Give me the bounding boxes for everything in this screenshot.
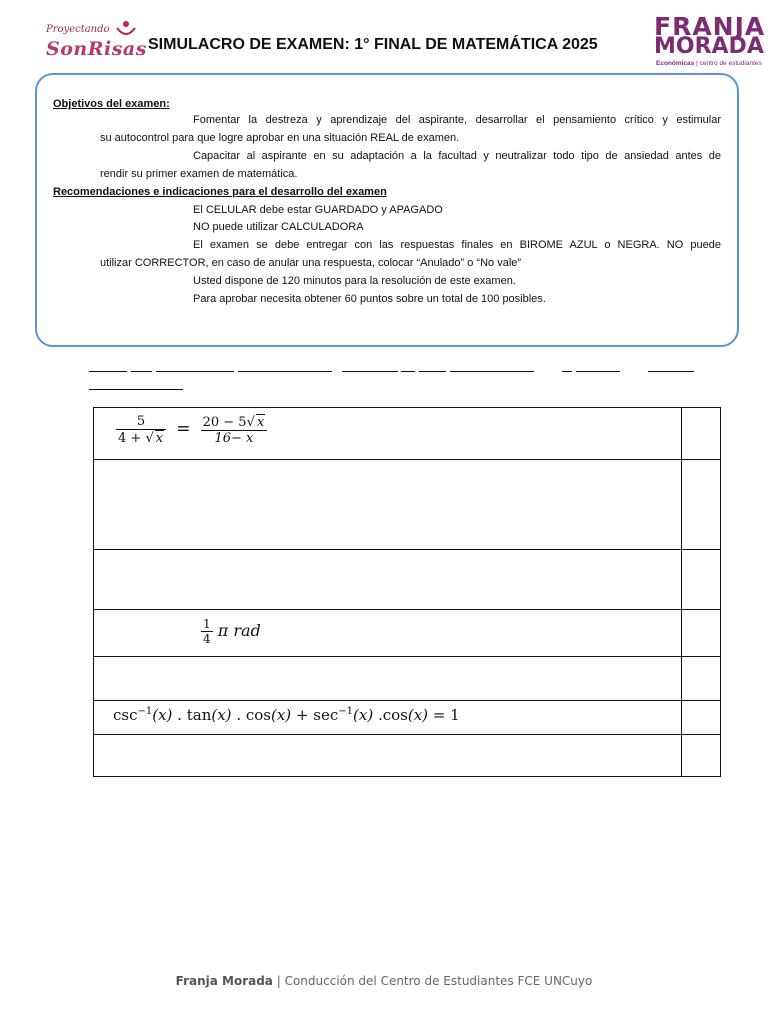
score-column-divider xyxy=(681,408,682,776)
logo-right-line2: MORADA xyxy=(654,34,764,59)
cos-fn: cos xyxy=(245,706,271,724)
sec-fn: sec xyxy=(313,706,339,724)
recommendation-1: El CELULAR debe estar GUARDADO y APAGADO xyxy=(193,204,443,216)
rhs-num-term: 20 − 5 xyxy=(202,415,247,430)
logo-right-line1: FRANJA xyxy=(654,12,766,41)
sqrt-symbol: √ xyxy=(145,431,154,446)
footer-separator: | xyxy=(272,974,285,988)
csc-fn: csc xyxy=(113,706,138,724)
page-footer xyxy=(0,974,768,988)
rhs-radicand: x xyxy=(256,415,265,430)
rhs-denominator: 16− x xyxy=(201,430,268,446)
recommendation-3-line-1: El examen se debe entregar con las respuestas finales en BIROME AZUL o NEGRA. NO puede xyxy=(193,239,721,251)
blank-line xyxy=(342,371,398,372)
csc-arg: (x) xyxy=(152,706,173,724)
blank-line xyxy=(156,371,234,372)
exercise-angle xyxy=(201,617,261,646)
angle-numerator: 1 xyxy=(203,617,211,631)
blank-line xyxy=(131,371,152,372)
logo-left-bottom-text: SonRisas xyxy=(46,38,147,60)
exercise-1-equation xyxy=(116,414,267,446)
blank-line xyxy=(648,371,694,372)
lhs-denominator xyxy=(116,429,166,446)
recommendations-heading: Recomendaciones e indicaciones para el desarrollo del examen xyxy=(53,186,387,198)
dot-operator: . xyxy=(373,706,383,724)
logo-right-sub-text: | centro de estudiantes xyxy=(696,60,762,67)
objective-1-line-1: Fomentar la destreza y aprendizaje del aspirante, desarrollar el pensamiento crítico y estimular xyxy=(193,114,721,126)
logo-right-subtitle xyxy=(656,60,762,67)
row-divider xyxy=(94,609,720,610)
lhs-radicand: x xyxy=(155,431,164,446)
rhs-fraction xyxy=(201,414,268,446)
sec-arg: (x) xyxy=(353,706,374,724)
dot-operator: . xyxy=(172,706,187,724)
lhs-fraction xyxy=(116,414,166,446)
tan-arg: (x) xyxy=(211,706,232,724)
logo-right-sub-bold: Económicas xyxy=(656,60,695,67)
smile-icon xyxy=(114,18,138,42)
recommendation-5: Para aprobar necesita obtener 60 puntos sobre un total de 100 posibles. xyxy=(193,293,546,305)
sec-exponent: −1 xyxy=(338,706,354,717)
blank-line xyxy=(450,371,534,372)
footer-text: Conducción del Centro de Estudiantes FCE UNCuyo xyxy=(284,974,593,988)
footer-brand: Franja Morada xyxy=(175,974,273,988)
lhs-numerator: 5 xyxy=(136,414,146,429)
cos-arg-2: (x) xyxy=(407,706,429,724)
blank-line xyxy=(576,371,620,372)
row-divider xyxy=(94,549,720,550)
blank-line xyxy=(89,389,183,390)
objectives-heading: Objetivos del examen: xyxy=(53,98,170,110)
angle-unit: π rad xyxy=(217,621,261,640)
sqrt-symbol: √ xyxy=(246,415,255,430)
angle-fraction xyxy=(201,617,213,646)
row-divider xyxy=(94,700,720,701)
blank-line xyxy=(401,371,415,372)
equation-rhs: = 1 xyxy=(428,706,460,724)
objective-2-line-2: rendir su primer examen de matemática. xyxy=(100,168,298,180)
tan-fn: tan xyxy=(186,706,212,724)
page-title: SIMULACRO DE EXAMEN: 1° FINAL DE MATEMÁTICA 2025 xyxy=(148,36,598,53)
plus-operator: + xyxy=(291,706,314,724)
blank-line xyxy=(238,371,332,372)
dot-operator: . xyxy=(231,706,246,724)
blank-line xyxy=(419,371,446,372)
recommendation-4: Usted dispone de 120 minutos para la resolución de este examen. xyxy=(193,275,516,287)
proyectando-sonrisas-logo xyxy=(42,18,147,66)
equals-sign: = xyxy=(176,418,191,439)
lhs-den-term: 4 + xyxy=(118,431,146,446)
exercise-trig-identity xyxy=(113,706,460,724)
recommendation-3-line-2: utilizar CORRECTOR, en caso de anular una respuesta, colocar “Anulado” o “No vale” xyxy=(100,257,522,269)
logo-left-top-text: Proyectando xyxy=(46,24,110,35)
blank-line xyxy=(562,371,572,372)
angle-denominator: 4 xyxy=(203,632,211,646)
csc-exponent: −1 xyxy=(137,706,153,717)
cos-arg: (x) xyxy=(271,706,292,724)
rhs-numerator xyxy=(201,414,268,430)
objective-2-line-1: Capacitar al aspirante en su adaptación a la facultad y neutralizar todo tipo de ansiedad antes de xyxy=(193,150,721,162)
blank-line xyxy=(89,371,127,372)
objective-1-line-2: su autocontrol para que logre aprobar en una situación REAL de examen. xyxy=(100,132,460,144)
cos-fn-2: cos xyxy=(382,706,408,724)
row-divider xyxy=(94,459,720,460)
row-divider xyxy=(94,656,720,657)
row-divider xyxy=(94,734,720,735)
recommendation-2: NO puede utilizar CALCULADORA xyxy=(193,221,364,233)
franja-morada-logo xyxy=(650,12,766,74)
